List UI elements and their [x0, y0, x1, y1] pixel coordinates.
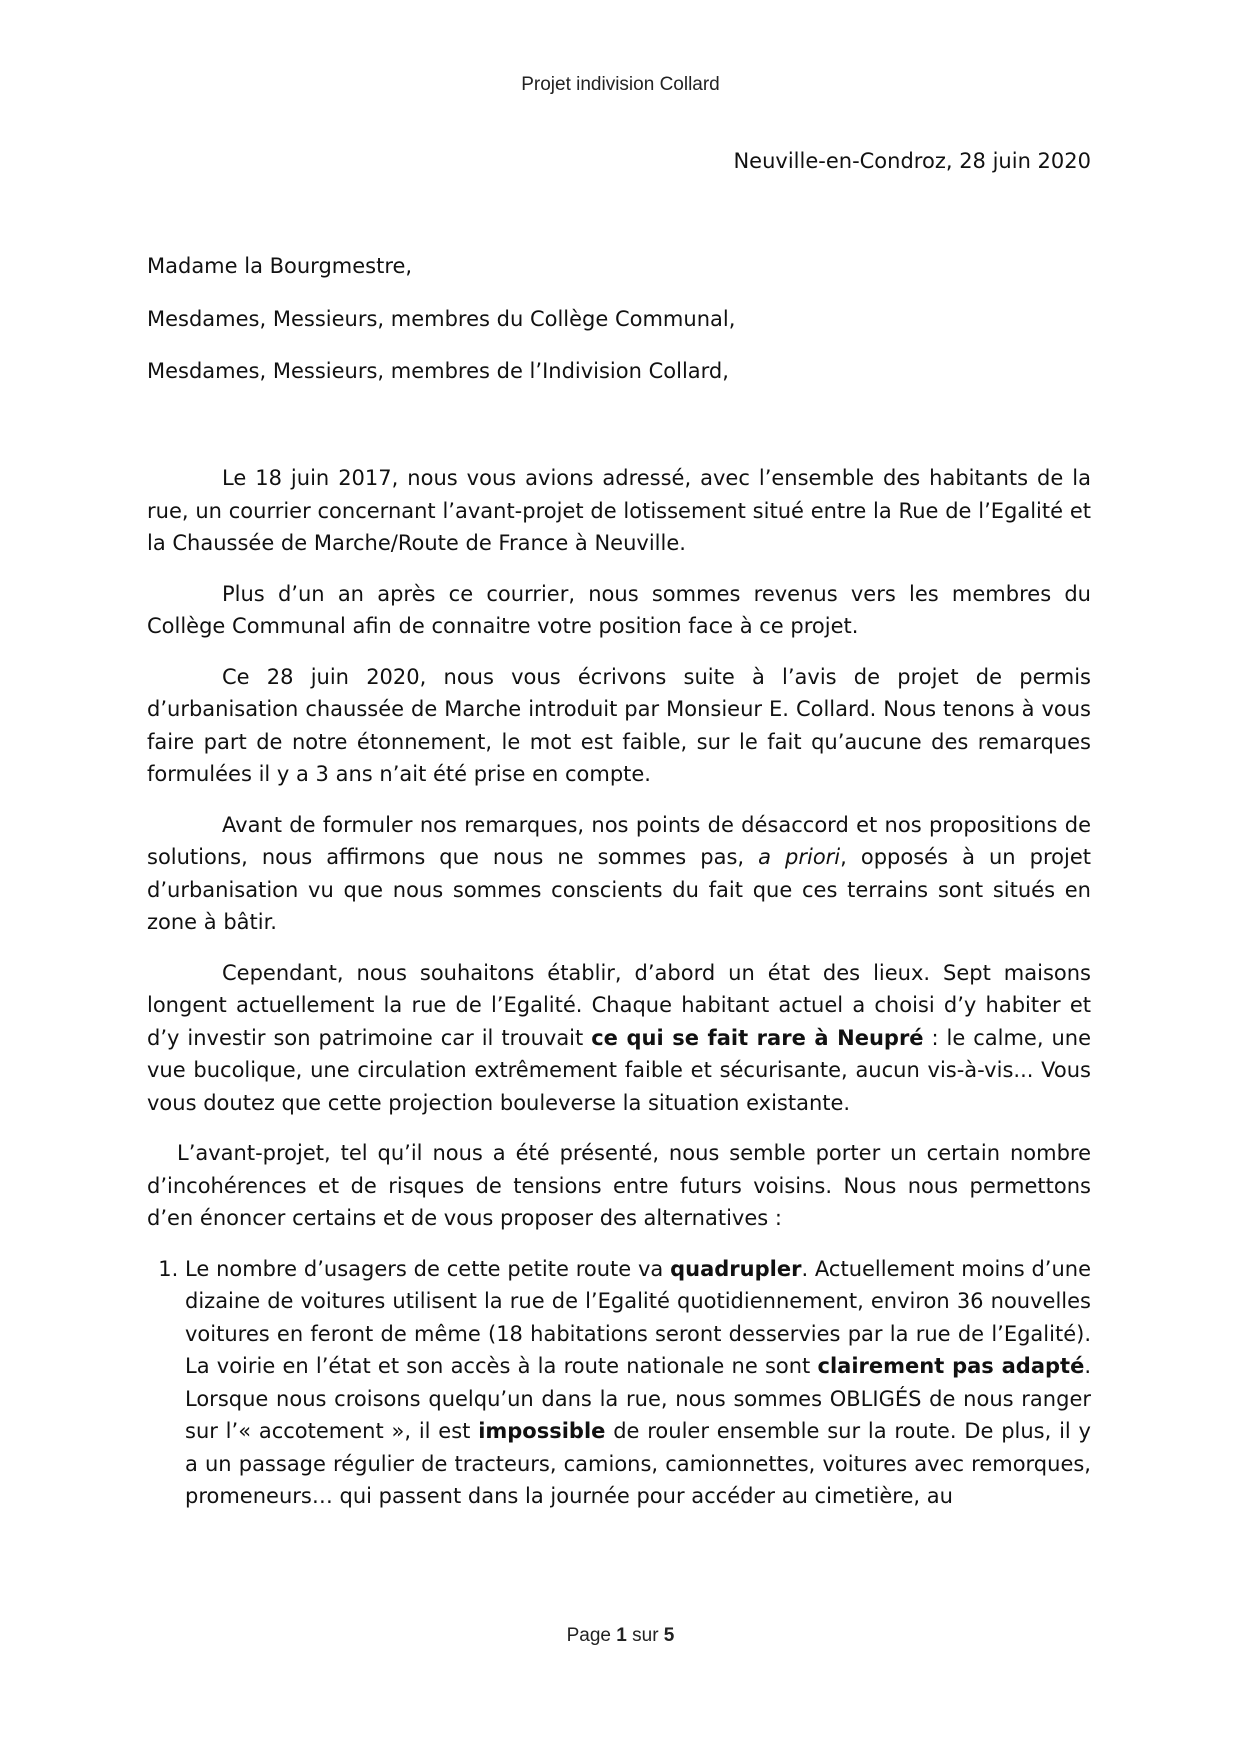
salutation-line: Madame la Bourgmestre,: [147, 254, 413, 278]
page-footer: [0, 1625, 1241, 1647]
letter-body: [147, 462, 1091, 1513]
italic-text: a priori: [758, 845, 841, 869]
paragraph: [147, 957, 1091, 1120]
paragraph: Ce 28 juin 2020, nous vous écrivons suite à l’avis de projet de permis d’urbanisation chaussée de Marche introduit par Monsieur E. Collard. Nous tenons à vous faire part de notre étonnement, le mot est faible, sur le fait qu’aucune des remarques formulées il y a 3 ans n’ait été prise en compte.: [147, 664, 1091, 786]
paragraph: Plus d’un an après ce courrier, nous sommes revenus vers les membres du Collège Communal afin de connaitre votre position face à ce projet.: [147, 581, 1091, 638]
text-run: . Lorsque nous croisons quelqu’un dans la rue, nous sommes OBLIGÉS de nous ranger sur l’« accotement », il est: [185, 1354, 1091, 1443]
salutation-block: [147, 250, 1091, 408]
list-item: [185, 1253, 1091, 1513]
text-run: . Actuellement moins d’une dizaine de voitures utilisent la rue de l’Egalité quotidiennement, environ 36 nouvelles voitures en feront de même (18 habitations seront desservies par la rue de l’Egalité). La voirie en l’état et son accès à la route nationale ne sont: [185, 1256, 1092, 1378]
bold-text: ce qui se fait rare à Neupré: [591, 1025, 924, 1050]
text-run: : le calme, une vue bucolique, une circulation extrêmement faible et sécurisante, aucun vis-à-vis... Vous vous doutez que cette projection bouleverse la situation existante.: [147, 1025, 1091, 1115]
bold-text: impossible: [478, 1419, 606, 1443]
paragraph: L’avant-projet, tel qu’il nous a été présenté, nous semble porter un certain nombre d’incohérences et de risques de tensions entre futurs voisins. Nous nous permettons d’en énoncer certains et de vous proposer des alternatives :: [147, 1141, 1091, 1230]
page-word: Page: [566, 1625, 617, 1646]
paragraph: [147, 809, 1091, 939]
salutation-line: Mesdames, Messieurs, membres de l’Indivision Collard,: [147, 359, 729, 383]
paragraph: Le 18 juin 2017, nous vous avions adressé, avec l’ensemble des habitants de la rue, un courrier concernant l’avant-projet de lotissement situé entre la Rue de l’Egalité et la Chaussée de Marche/Route de France à Neuville.: [147, 466, 1091, 555]
text-run: de rouler ensemble sur la route. De plus, il y a un passage régulier de tracteurs, camions, camionnettes, voitures avec remorques, promeneurs… qui passent dans la journée pour accéder au cimetière, au: [185, 1419, 1091, 1508]
salutation-line: Mesdames, Messieurs, membres du Collège Communal,: [147, 306, 736, 331]
of-word: sur: [626, 1625, 664, 1646]
text-run: Cependant, nous souhaitons établir, d’abord un état des lieux. Sept maisons longent actuellement la rue de l’Egalité. Chaque habitant actuel a choisi d’y habiter et d’y investir son patrimoine car il trouvait: [147, 960, 1091, 1050]
letter-date: Neuville-en-Condroz, 28 juin 2020: [733, 149, 1091, 173]
page-total: 5: [663, 1625, 675, 1646]
numbered-list: [147, 1253, 1091, 1513]
text-run: Avant de formuler nos remarques, nos points de désaccord et nos propositions de solutions, nous affirmons que nous ne sommes pas,: [147, 812, 1091, 869]
page-header: Projet indivision Collard: [521, 74, 720, 95]
page-number: 1: [616, 1625, 627, 1646]
text-run: , opposés à un projet d’urbanisation vu que nous sommes conscients du fait que ces terrains sont situés en zone à bâtir.: [147, 845, 1091, 934]
bold-text: clairement pas adapté: [817, 1354, 1085, 1378]
text-run: Le nombre d’usagers de cette petite route va: [185, 1256, 671, 1281]
bold-text: quadrupler: [670, 1256, 802, 1281]
